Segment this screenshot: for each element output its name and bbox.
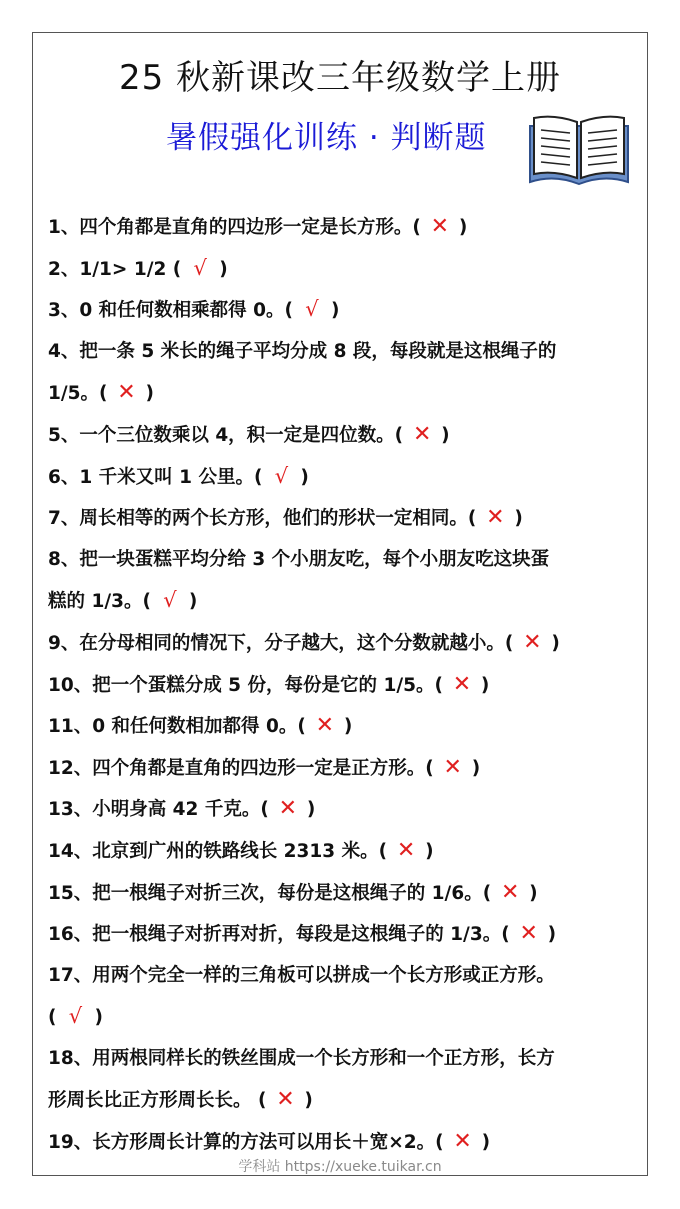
- question-line: [48, 996, 648, 1038]
- question-text: 15、把一根绳子对折三次，每份是这根绳子的 1/6。(: [48, 882, 492, 904]
- closing-paren: ): [145, 383, 154, 405]
- closing-paren: ): [481, 1132, 491, 1154]
- cross-mark-icon: ✕: [486, 505, 505, 531]
- question-text: 9、在分母相同的情况下，分子越大，这个分数就越小。(: [48, 632, 514, 654]
- question-text: 19、长方形周长计算的方法可以用长＋宽×2。(: [48, 1132, 444, 1154]
- cross-mark-icon: ✕: [443, 754, 462, 780]
- closing-paren: ): [219, 258, 228, 280]
- cross-mark-icon: ✕: [278, 796, 298, 822]
- question-text: 6、1 千米又叫 1 公里。(: [48, 466, 263, 488]
- question-text: 5、一个三位数乘以 4，积一定是四位数。(: [48, 424, 404, 446]
- question-text: 3、0 和任何数相乘都得 0。(: [48, 300, 293, 322]
- cross-mark-icon: ✕: [117, 380, 136, 406]
- check-mark-icon: √: [68, 1004, 83, 1029]
- closing-paren: ): [547, 924, 557, 946]
- question-text: 8、把一块蛋糕平均分给 3 个小朋友吃，每个小朋友吃这块蛋: [48, 548, 550, 570]
- question-line: [48, 206, 648, 248]
- question-list: [48, 206, 648, 1163]
- question-text: 17、用两个完全一样的三角板可以拼成一个长方形或正方形。: [48, 964, 555, 986]
- question-text: 4、把一条 5 米长的绳子平均分成 8 段，每段就是这根绳子的: [48, 340, 557, 362]
- cross-mark-icon: ✕: [315, 713, 335, 739]
- closing-paren: ): [458, 217, 468, 238]
- closing-paren: ): [94, 1007, 103, 1029]
- question-line: [48, 788, 648, 830]
- question-line: [48, 331, 648, 373]
- question-text: 13、小明身高 42 千克。(: [48, 799, 269, 821]
- question-line: [48, 830, 648, 872]
- closing-paren: ): [425, 840, 434, 862]
- question-text: 2、1/1> 1/2 (: [48, 258, 182, 280]
- question-line: [48, 580, 648, 622]
- cross-mark-icon: ✕: [396, 837, 416, 863]
- question-line: [48, 456, 648, 498]
- check-mark-icon: √: [193, 255, 207, 280]
- cross-mark-icon: ✕: [523, 629, 542, 655]
- page-title: 25 秋新课改三年级数学上册: [118, 58, 562, 98]
- cross-mark-icon: ✕: [276, 1087, 295, 1113]
- question-line: [48, 955, 648, 997]
- question-line: [48, 372, 648, 414]
- question-text: 糕的 1/3。(: [48, 591, 151, 613]
- cross-mark-icon: ✕: [500, 879, 520, 905]
- question-line: [48, 414, 648, 456]
- question-text: 12、四个角都是直角的四边形一定是正方形。(: [48, 757, 434, 779]
- cross-mark-icon: ✕: [519, 921, 538, 947]
- closing-paren: ): [306, 799, 316, 821]
- closing-paren: ): [330, 300, 340, 322]
- check-mark-icon: √: [274, 463, 289, 488]
- question-text: 1/5。(: [48, 383, 108, 405]
- question-line: [48, 747, 648, 789]
- open-book-icon: [524, 112, 634, 190]
- question-line: [48, 1038, 648, 1080]
- check-mark-icon: √: [305, 297, 319, 322]
- question-line: [48, 497, 648, 539]
- cross-mark-icon: ✕: [453, 1129, 472, 1155]
- question-text: (: [48, 1007, 57, 1029]
- question-line: [48, 913, 648, 955]
- cross-mark-icon: ✕: [412, 421, 432, 447]
- closing-paren: ): [300, 466, 309, 488]
- closing-paren: ): [551, 632, 560, 654]
- closing-paren: ): [529, 882, 538, 904]
- footer-watermark: [0, 1156, 680, 1176]
- question-line: [48, 872, 648, 914]
- question-line: [48, 248, 648, 290]
- question-text: 7、周长相等的两个长方形，他们的形状一定相同。(: [48, 508, 477, 530]
- question-text: 1、四个角都是直角的四边形一定是长方形。(: [48, 217, 421, 238]
- question-text: 18、用两根同样长的铁丝围成一个长方形和一个正方形，长方: [48, 1047, 555, 1069]
- question-line: [48, 664, 648, 706]
- question-line: [48, 622, 648, 664]
- question-text: 14、北京到广州的铁路线长 2313 米。(: [48, 840, 388, 862]
- closing-paren: ): [441, 424, 450, 446]
- question-line: [48, 1079, 648, 1121]
- question-text: 形周长比正方形周长长。 (: [48, 1090, 267, 1112]
- closing-paren: ): [188, 591, 198, 613]
- check-mark-icon: √: [163, 588, 177, 613]
- cross-mark-icon: ✕: [452, 671, 472, 697]
- page-subtitle: 暑假强化训练 · 判断题: [166, 120, 487, 156]
- question-text: 16、把一根绳子对折再对折，每段是这根绳子的 1/3。(: [48, 924, 510, 946]
- question-line: [48, 705, 648, 747]
- closing-paren: ): [343, 716, 353, 738]
- closing-paren: ): [471, 757, 481, 779]
- closing-paren: ): [480, 674, 490, 696]
- closing-paren: ): [304, 1090, 313, 1112]
- question-line: [48, 539, 648, 581]
- footer-text: 学科站 https://xueke.tuikar.cn: [234, 1159, 445, 1175]
- question-text: 10、把一个蛋糕分成 5 份，每份是它的 1/5。(: [48, 674, 443, 696]
- question-line: [48, 289, 648, 331]
- question-text: 11、0 和任何数相加都得 0。(: [48, 716, 306, 738]
- cross-mark-icon: ✕: [430, 214, 450, 239]
- closing-paren: ): [514, 508, 523, 530]
